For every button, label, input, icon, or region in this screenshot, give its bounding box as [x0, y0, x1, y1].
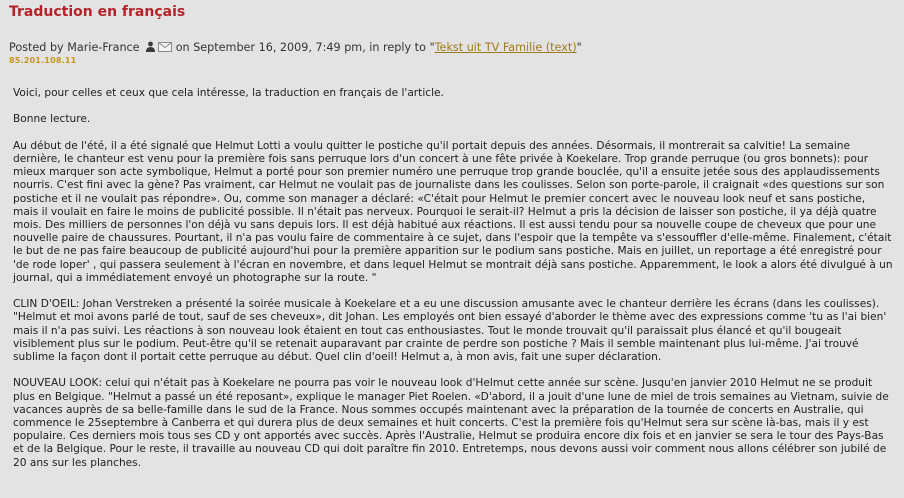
- post-title: Traduction en français: [9, 4, 186, 20]
- paragraph-clin-doeil: CLIN D'OEIL: Johan Verstreken a présenté la soirée musicale à Koekelare et a eu une discussion amusante avec le chanteur derrière les écrans (dans les coulisses). "Helmut et moi avons parlé de tout, sauf de ses cheveux», dit Johan. Les employés ont bien essayé d'aborder le thème avec des expressions comme 'tu as l'ai bien' mais il n'a pas suivi. Les réactions à son nouveau look étaient en tout cas enthousiastes. Tout le monde trouvait qu'il paraissait plus élancé et qu'il bougeait visiblement plus sur le podium. Peut-être qu'il se retenait auparavant par crainte de perdre son postiche ? Mais il semble maintenant plus lui-même. J'ai trouvé sublime la façon dont il portait cette perruque au début. Quel clin d'oeil! Helmut a, à mon avis, fait une super déclaration.: [13, 298, 887, 364]
- posted-by-label: Posted by: [9, 41, 68, 54]
- post-body: [13, 87, 893, 483]
- ip-address: 85.201.108.11: [9, 56, 77, 65]
- envelope-icon[interactable]: [158, 42, 172, 55]
- paragraph-article-1: Au début de l'été, il a été signalé que Helmut Lotti a voulu quitter le postiche qu'il portait depuis des années. Désormais, il montrerait sa calvitie! La semaine dernière, le chanteur est venu pour la première fois sans perruque lors d'un concert à une fête privée à Koekelare. Trop grande perruque (ou gros bonnets): pour mieux marquer son acte symbolique, Helmut a porté pour son premier numéro une perruque trop grande bouclée, qu'il a ensuite jetée sous des applaudissements nourris. C'est fini avec la gène? Pas vraiment, car Helmut ne voulait pas de journaliste dans les coulisses. Selon son porte-parole, il craignait «des questions sur son postiche et il ne voulait pas répondre». Ou, comme son manager a déclaré: «C'était pour Helmut le premier concert avec le nouveau look neuf et sans postiche, mais il voulait en faire le moins de publicité possible. Il n'était pas nerveux. Pourquoi le serait-il? Helmut a pris la décision de laisser son postiche, il ya déjà quatre mois. Des milliers de personnes l'on déjà vu sans depuis lors. Il est déjà habitué aux réactions. Il est aussi tendu pour sa nouvelle coupe de cheveux que pour une nouvelle paire de chaussures. Pourtant, il n'a pas voulu faire de commentaire à ce sujet, dans l'espoir que la tempête va s'essouffler d'elle-même. Finalement, c'était le but de ne pas faire beaucoup de publicité aujourd'hui pour la première apparition sur le podium sans postiche. Mais en juillet, un reportage a été enregistré pour 'de rode loper' , qui passera seulement à l'écran en novembre, et dans lequel Helmut se montrait déjà sans postiche. Apparemment, le look a alors été divulgué à un journal, qui a immédiatement envoyé un photographe sur la route. ": [13, 139, 893, 284]
- reply-to-link[interactable]: Tekst uit TV Familie (text): [434, 41, 577, 54]
- post-meta: [9, 41, 582, 55]
- post-date: on September 16, 2009, 7:49 pm, in reply to ": [172, 41, 435, 54]
- user-icon[interactable]: [145, 41, 156, 55]
- author-name: Marie-France: [67, 41, 140, 54]
- paragraph-nouveau-look: NOUVEAU LOOK: celui qui n'était pas à Koekelare ne pourra pas voir le nouveau look d'Helmut cette année sur scène. Jusqu'en janvier 2010 Helmut ne se produit plus en Belgique. "Helmut a passé un été reposant», explique le manager Piet Roelen. «D'abord, il a jouit d'une lune de miel de trois semaines au Vietnam, suivie de vacances auprès de sa belle-famille dans le sud de la France. Nous sommes occupés maintenant avec la préparation de la tournée de concerts en Australie, qui commence le 25septembre à Canberra et qui durera plus de deux semaines et huit concerts. C'est la première fois qu'Helmut sera sur scène là-bas, mais il y est populaire. Ces derniers mois tous ses CD y ont apportés avec succès. Après l'Australie, Helmut se produira encore dix fois et en janvier se sera le tour des Pays-Bas et de la Belgique. Pour le reste, il travaille au nouveau CD qui doit paraître fin 2010. Entretemps, nous devons aussi voir comment nous allons célébrer son jubilé de 20 ans sur les planches.: [13, 377, 889, 469]
- reply-suffix: ": [576, 41, 582, 54]
- paragraph-greeting: Bonne lecture.: [13, 113, 91, 126]
- paragraph-intro: Voici, pour celles et ceux que cela intéresse, la traduction en français de l'article.: [13, 87, 444, 99]
